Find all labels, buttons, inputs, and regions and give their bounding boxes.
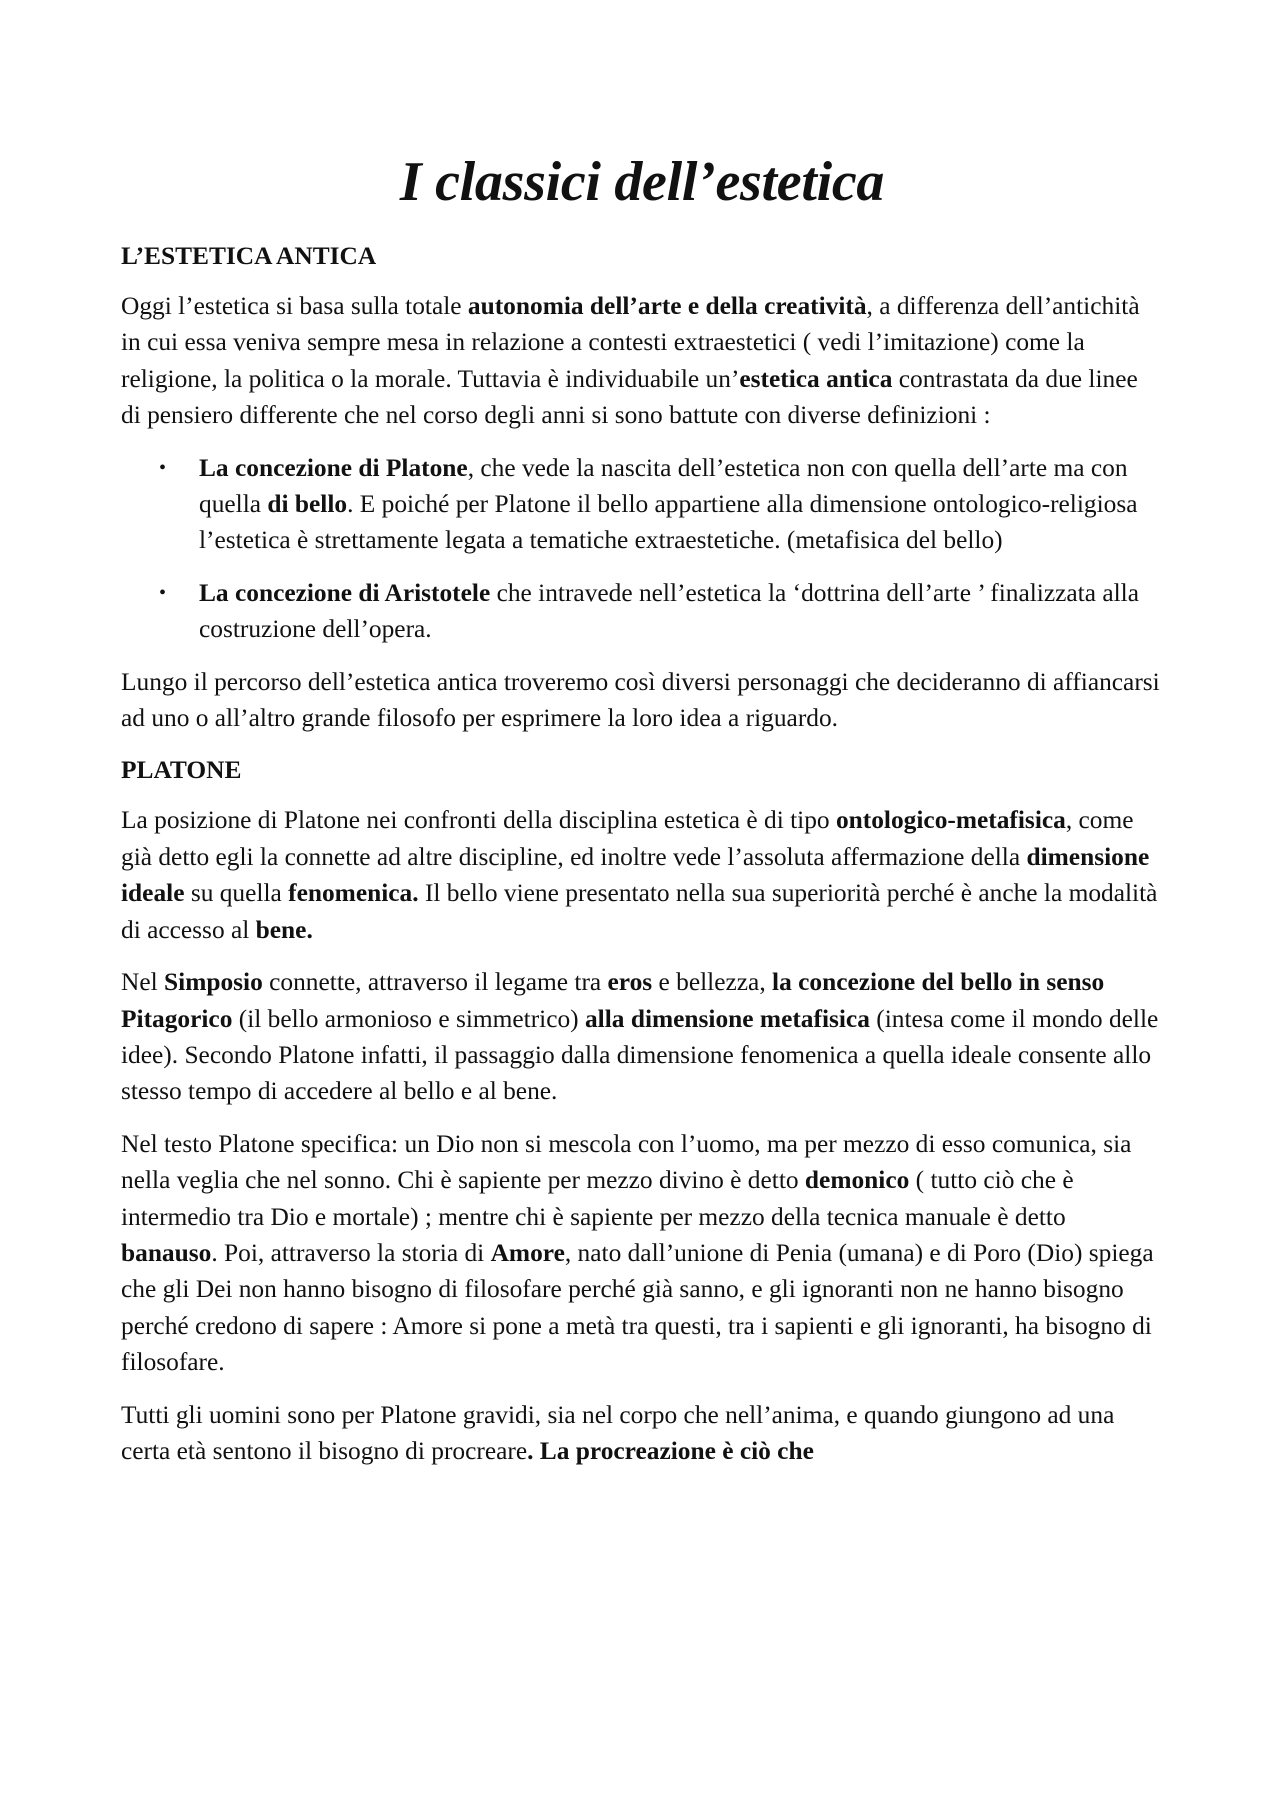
paragraph bbox=[121, 288, 1163, 434]
list-item bbox=[121, 575, 1163, 648]
bold-text: demonico bbox=[804, 1166, 910, 1195]
text-run: Nel testo Platone specifica: un Dio non si mescola con l’uomo, ma per mezzo di esso comunica, sia nella veglia che nel sonno. Chi è sapiente per mezzo divino è detto bbox=[121, 1129, 1132, 1195]
bold-text: . La procreazione è ciò che bbox=[527, 1436, 814, 1465]
text-run: Tutti gli uomini sono per Platone gravidi, sia nel corpo che nell’anima, e quando giungono ad una certa età sentono il bisogno di procreare bbox=[121, 1400, 1115, 1465]
paragraph bbox=[121, 802, 1163, 948]
text-run: su quella bbox=[184, 879, 289, 908]
bold-text: estetica antica bbox=[739, 364, 893, 393]
section-heading: L’ESTETICA ANTICA bbox=[121, 242, 377, 270]
section-heading: PLATONE bbox=[121, 756, 242, 785]
paragraph bbox=[121, 1397, 1163, 1470]
text-run: contrastata da due linee di pensiero differente che nel corso degli anni si sono battute con diverse definizioni : bbox=[121, 364, 1138, 430]
text-run: Il bello viene presentato nella sua superiorità perché è anche la modalità di accesso al bbox=[121, 879, 1158, 944]
bold-text: eros bbox=[607, 968, 653, 997]
bold-text: di bello bbox=[267, 490, 348, 519]
bold-text: dimensione ideale bbox=[121, 842, 1150, 908]
text-run: Nel bbox=[121, 968, 165, 997]
text-run: che intravede nell’estetica la ‘dottrina dell’arte ’ finalizzata alla costruzione dell’opera. bbox=[199, 578, 1139, 644]
text-run: Oggi l’estetica si basa sulla totale bbox=[121, 292, 468, 320]
bold-text: la concezione del bello in senso Pitagorico bbox=[121, 968, 1105, 1033]
bold-text: Simposio bbox=[164, 968, 263, 997]
text-run: Lungo il percorso dell’estetica antica troveremo così diversi personaggi che decideranno di affiancarsi ad uno o all’altro grande filosofo per esprimere la loro idea a riguardo. bbox=[121, 667, 1160, 733]
paragraph bbox=[121, 1126, 1163, 1381]
text-run: (intesa come il mondo delle idee). Secondo Platone infatti, il passaggio dalla dimensione fenomenica a quella ideale consente allo stesso tempo di accedere al bello e al bene. bbox=[121, 1004, 1159, 1106]
text-run: , nato dall’unione di Penia (umana) e di Poro (Dio) spiega che gli Dei non hanno bisogno di filosofare perché già sanno, e gli ignoranti non ne hanno bisogno perché credono di sapere : Amore si pone a metà tra questi, tra i sapienti e gli ignoranti, ha bisogno di filosofare. bbox=[121, 1238, 1154, 1377]
text-run: , a differenza dell’antichità in cui essa veniva sempre mesa in relazione a contesti extraestetici ( vedi l’imitazione) come la religione, la politica o la morale. Tuttavia è individuabile un’ bbox=[121, 292, 1140, 393]
text-run: . Poi, attraverso la storia di bbox=[211, 1238, 491, 1267]
bullet-list bbox=[121, 450, 1163, 648]
text-run: ( tutto ciò che è intermedio tra Dio e mortale) ; mentre chi è sapiente per mezzo della tecnica manuale è detto bbox=[121, 1166, 1074, 1231]
text-run: e bellezza, bbox=[652, 968, 773, 997]
text-run: , come già detto egli la connette ad altre discipline, ed inoltre vede l’assoluta affermazione della bbox=[121, 806, 1134, 871]
bold-text: Amore bbox=[490, 1238, 565, 1267]
text-run: connette, attraverso il legame tra bbox=[262, 968, 608, 997]
bold-text: banauso bbox=[121, 1238, 212, 1267]
bold-text: La concezione di Platone bbox=[199, 453, 468, 482]
bold-text: La concezione di Aristotele bbox=[199, 578, 491, 607]
text-run: La posizione di Platone nei confronti della disciplina estetica è di tipo bbox=[121, 806, 836, 835]
list-item bbox=[121, 450, 1163, 559]
text-run: , che vede la nascita dell’estetica non con quella dell’arte ma con quella bbox=[199, 453, 1128, 519]
document-body bbox=[121, 150, 1163, 1485]
paragraph bbox=[121, 664, 1163, 737]
document-title: I classici dell’estetica bbox=[399, 151, 885, 213]
bold-text: bene. bbox=[255, 915, 313, 944]
bullet-icon: • bbox=[159, 456, 167, 479]
bold-text: alla dimensione metafisica bbox=[584, 1004, 870, 1033]
bold-text: fenomenica. bbox=[288, 879, 419, 908]
bold-text: autonomia dell’arte e della creatività bbox=[467, 292, 867, 320]
bullet-icon: • bbox=[159, 581, 167, 604]
bold-text: ontologico-metafisica bbox=[835, 806, 1066, 835]
paragraph bbox=[121, 964, 1163, 1110]
text-run: . E poiché per Platone il bello appartiene alla dimensione ontologico-religiosa l’estetica è strettamente legata a tematiche extraestetiche. (metafisica del bello) bbox=[199, 490, 1138, 555]
text-run: (il bello armonioso e simmetrico) bbox=[232, 1004, 585, 1033]
